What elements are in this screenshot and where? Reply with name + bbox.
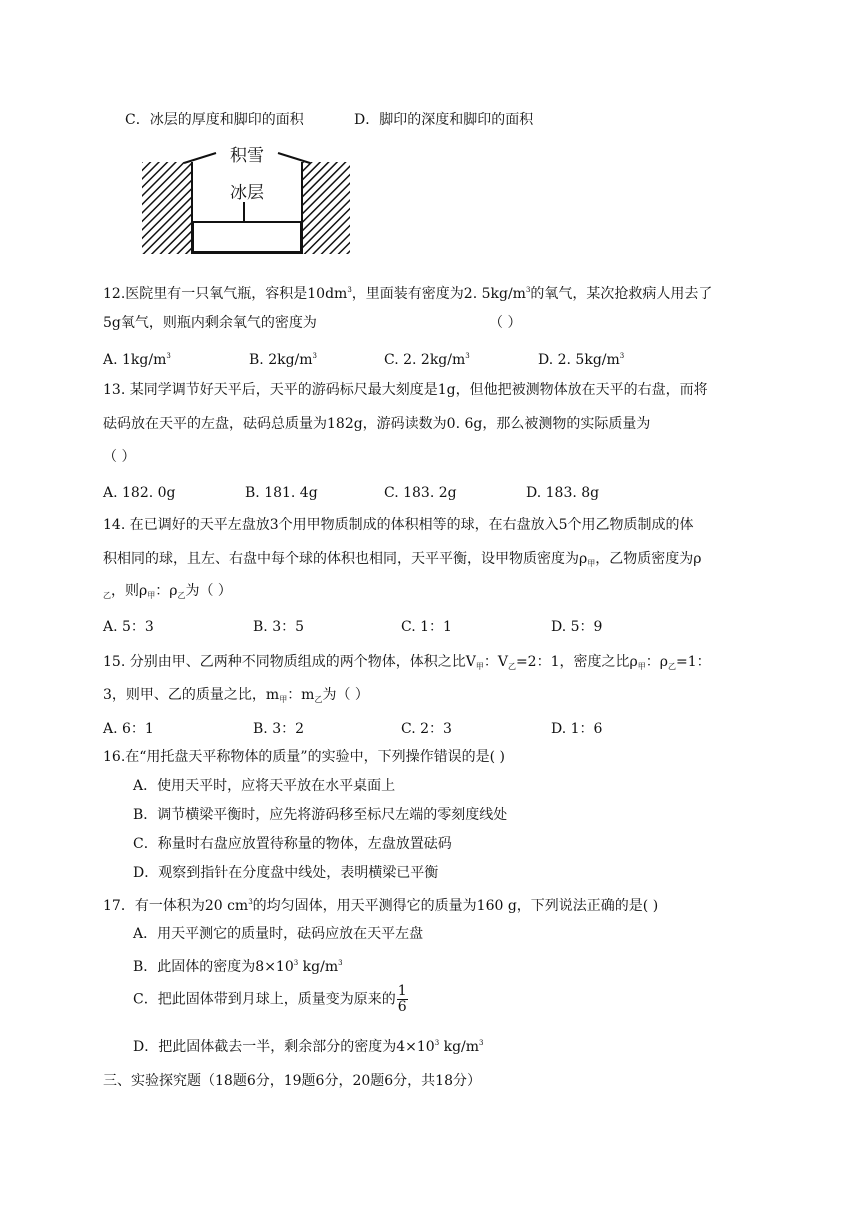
q14-option-b: B. 3：5 — [253, 619, 305, 635]
q17-option-a: A．用天平测它的质量时，砝码应放在天平左盘 — [133, 926, 424, 942]
q12-stem-line2: 5g氧气，则瓶内剩余氧气的密度为 — [103, 315, 317, 331]
q16-stem: 16.在“用托盘天平称物体的质量”的实验中，下列操作错误的是( ) — [103, 749, 505, 765]
q14-stem-line1: 14. 在已调好的天平左盘放3个用甲物质制成的体积相等的球，在右盘放入5个用乙物质制成的体 — [103, 517, 694, 533]
right-snow-wall — [302, 162, 350, 254]
q13-answer-paren: （ ） — [103, 449, 136, 465]
q14-option-d: D. 5：9 — [551, 619, 603, 635]
q17-option-b: B．此固体的密度为$8\times 10^3$ $kg/m^3$ — [133, 959, 343, 975]
ice-layer — [193, 222, 301, 252]
q14-stem-line3: $_乙$，则$\rho_甲$：$\rho_乙$为（ ） — [103, 583, 232, 600]
q12-option-c: C. 2. $2kg/m^3$ — [384, 352, 470, 368]
q17-stem: 17．有一体积为20 $cm^3$的均匀固体，用天平测得它的质量为160 g，下列说法正确的是( ) — [103, 898, 659, 914]
snow-ice-figure — [140, 146, 352, 256]
q15-option-a: A. 6：1 — [103, 721, 154, 737]
q16-option-a: A．使用天平时，应将天平放在水平桌面上 — [133, 778, 396, 794]
q12-option-b: B. $2kg/m^3$ — [249, 352, 318, 368]
q13-stem-line1: 13. 某同学调节好天平后，天平的游码标尺最大刻度是1g，但他把被测物体放在天平的右盘，而将 — [103, 382, 708, 398]
q13-option-c: C. 183. 2g — [384, 485, 457, 501]
one-sixth-fraction: $\frac{1}{6}$ — [397, 983, 407, 1015]
q15-stem-line2: 3，则甲、乙的质量之比，$m_甲$：$m_乙$为（ ） — [103, 687, 369, 704]
section-3-heading: 三、实验探究题（18题6分，19题6分，20题6分，共18分） — [103, 1073, 481, 1089]
q14-option-c: C. 1：1 — [401, 619, 452, 635]
q15-stem-line1: 15. 分别由甲、乙两种不同物质组成的两个物体，体积之比$V_甲$：$V_乙=2$：1，密度之比$\rho_甲$：$\rho_乙=1$： — [103, 654, 711, 671]
q13-option-a: A. 182. 0g — [103, 485, 176, 501]
snow-label: 积雪 — [230, 146, 264, 166]
q13-option-d: D. 183. 8g — [526, 485, 600, 501]
q15-option-c: C. 2：3 — [401, 721, 452, 737]
q15-option-b: B. 3：2 — [253, 721, 305, 737]
q17-option-c: C．把此固体带到月球上，质量变为原来的 $\frac{1}{6}$ — [133, 983, 407, 1015]
q13-stem-line2: 砝码放在天平的左盘，砝码总质量为182g，游码读数为0. 6g，那么被测物的实际质量为 — [103, 416, 651, 432]
q13-option-b: B. 181. 4g — [245, 485, 318, 501]
q16-option-d: D．观察到指针在分度盘中线处，表明横梁已平衡 — [133, 865, 439, 881]
q12-stem-line1: 12.医院里有一只氧气瓶，容积是$10dm^3$，里面装有密度为2. $5kg/m^3$的氧气，某次抢救病人用去了 — [103, 286, 713, 302]
q16-option-c: C．称量时右盘应放置待称量的物体，左盘放置砝码 — [133, 836, 452, 852]
q12-option-a: A. $1kg/m^3$ — [103, 352, 171, 368]
q15-option-d: D. 1：6 — [551, 721, 603, 737]
q12-answer-paren: （ ） — [489, 315, 522, 331]
q16-option-b: B．调节横梁平衡时，应先将游码移至标尺左端的零刻度线处 — [133, 807, 508, 823]
q14-option-a: A. 5：3 — [103, 619, 154, 635]
q14-stem-line2: 积相同的球，且左、右盘中每个球的体积也相同，天平平衡，设甲物质密度为$\rho_甲$，乙物质密度为ρ — [103, 551, 702, 568]
ice-label: 冰层 — [230, 183, 264, 203]
q17-option-d: D．把此固体截去一半，剩余部分的密度为$4\times 10^3$ $kg/m^3$ — [133, 1039, 484, 1055]
left-snow-wall — [142, 162, 192, 254]
q11-option-c: C．冰层的厚度和脚印的面积 — [125, 112, 304, 128]
q11-option-d: D．脚印的深度和脚印的面积 — [354, 112, 534, 128]
q12-option-d: D. 2. $5kg/m^3$ — [538, 352, 625, 368]
